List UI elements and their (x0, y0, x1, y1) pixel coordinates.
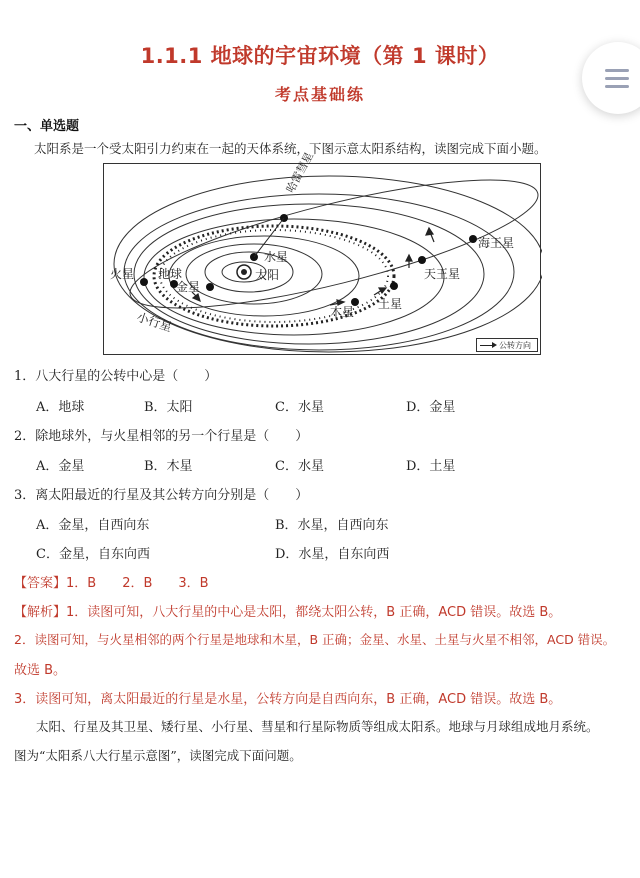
question-1-stem: 1．八大行星的公转中心是（ ） (14, 369, 218, 384)
label-mercury: 水星 (264, 250, 289, 264)
label-venus: 金星 (176, 280, 201, 294)
label-sun: 太阳 (255, 268, 280, 282)
question-2-option-d[interactable]: D．土星 (406, 459, 456, 474)
venus-dot (206, 283, 214, 291)
label-asteroid: 小行星 (135, 309, 174, 335)
question-2-option-b[interactable]: B．木星 (144, 459, 193, 474)
answer-text: 1．B 2．B 3．B (66, 576, 209, 591)
next-intro-line-2: 图为“太阳系八大行星示意图”，读图完成下面问题。 (14, 748, 302, 763)
analysis-line-4: 3．读图可知，离太阳最近的行星是水星，公转方向是自西向东，B 正确，ACD 错误。故选 B。 (14, 692, 562, 707)
question-3-option-c[interactable]: C．金星，自东向西 (36, 547, 150, 562)
solar-system-figure (103, 150, 541, 355)
neptune-dot (469, 235, 477, 243)
label-jupiter: 木星 (330, 305, 355, 319)
answer-label: 【答案】 (14, 576, 67, 591)
orbit-arrow-head (406, 255, 412, 261)
arrow-right-icon (480, 345, 494, 346)
question-2-stem: 2．除地球外，与火星相邻的另一个行星是（ ） (14, 429, 309, 444)
label-saturn: 土星 (378, 297, 403, 311)
question-3-option-d[interactable]: D．水星，自东向西 (275, 547, 390, 562)
jupiter-orbit (144, 219, 444, 335)
question-1-option-b[interactable]: B．太阳 (144, 400, 193, 415)
question-2-option-c[interactable]: C．水星 (275, 459, 324, 474)
uranus-dot (418, 256, 426, 264)
label-mars: 火星 (110, 267, 135, 281)
figure-legend (476, 338, 538, 352)
page-title: 1.1.1 地球的宇宙环境（第 1 课时） (140, 44, 500, 68)
analysis-line-1 (14, 601, 561, 620)
label-earth: 地球 (158, 267, 183, 281)
section-heading: 一、单选题 (14, 119, 80, 134)
question-1-option-c[interactable]: C．水星 (275, 400, 324, 415)
orbit-arrow-head (426, 228, 433, 235)
analysis-line-2: 2．读图可知，与火星相邻的两个行星是地球和木星，B 正确；金星、水星、土星与火星不相邻，ACD 错误。 (14, 632, 616, 647)
menu-icon-bar (605, 77, 629, 80)
next-intro-line-1: 太阳、行星及其卫星、矮行星、小行星、彗星和行星际物质等组成太阳系。地球与月球组成地月系统。 (36, 719, 599, 734)
question-1-option-a[interactable]: A．地球 (36, 400, 85, 415)
label-neptune: 海王星 (478, 236, 515, 250)
question-3-stem: 3．离太阳最近的行星及其公转方向分别是（ ） (14, 488, 309, 503)
sun-core (241, 269, 247, 275)
page-subtitle: 考点基础练 (274, 85, 365, 104)
legend-label: 公转方向 (499, 341, 531, 350)
mars-dot (140, 278, 148, 286)
analysis-text-1: 1．读图可知，八大行星的中心是太阳，都绕太阳公转，B 正确，ACD 错误。故选 B。 (66, 605, 562, 620)
orbit-arrow-head (379, 288, 386, 293)
analysis-label: 【解析】 (14, 605, 67, 620)
question-2-option-a[interactable]: A．金星 (36, 459, 85, 474)
analysis-line-3: 故选 B。 (14, 663, 67, 678)
question-1-option-d[interactable]: D．金星 (406, 400, 456, 415)
saturn-dot (390, 282, 398, 290)
orbit-arrow-head (193, 294, 200, 301)
question-3-option-b[interactable]: B．水星，自西向东 (275, 518, 389, 533)
question-3-option-a[interactable]: A．金星，自西向东 (36, 518, 150, 533)
label-uranus: 天王星 (424, 267, 461, 281)
label-comet: 哈雷彗星 (283, 150, 316, 196)
answer-line (14, 572, 209, 591)
question-intro: 太阳系是一个受太阳引力约束在一起的天体系统，下图示意太阳系结构，读图完成下面小题。 (34, 141, 547, 156)
